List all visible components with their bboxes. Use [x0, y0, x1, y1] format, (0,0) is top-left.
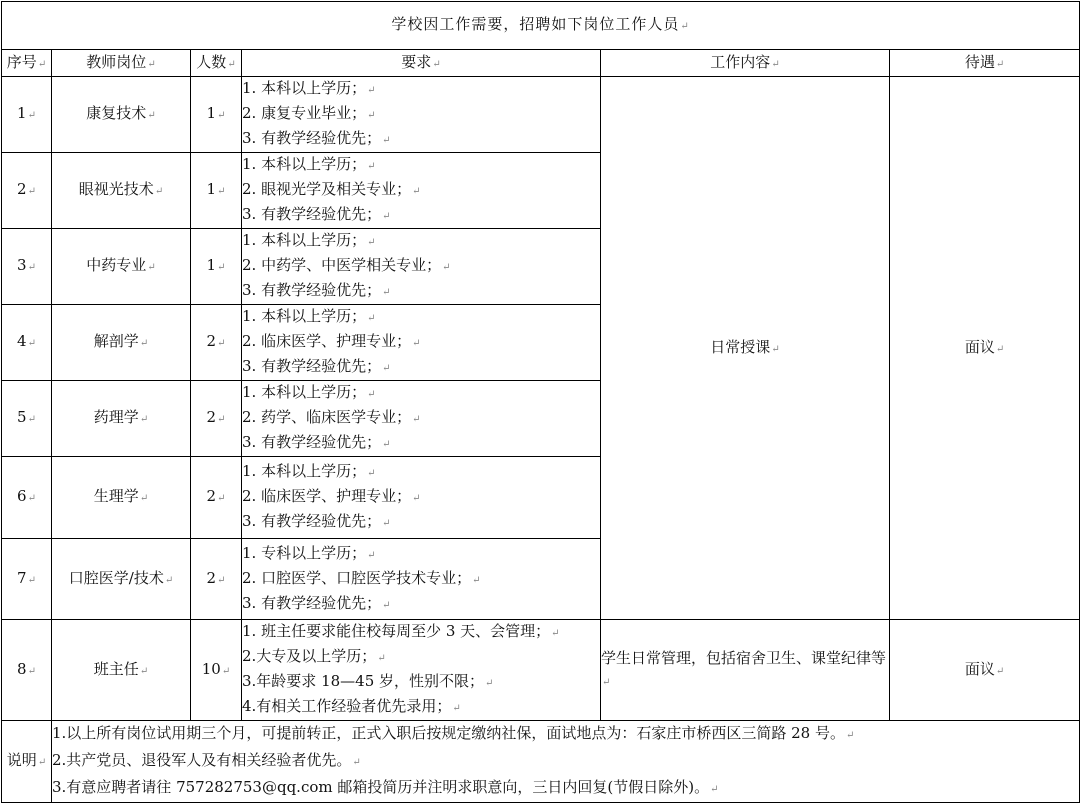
- row-count: 2↵: [191, 381, 242, 457]
- shared-content-cell: 日常授课↵: [601, 77, 890, 620]
- header-count: 人数↵: [191, 50, 242, 77]
- note-item: 2.共产党员、退役军人及有相关经验者优先。↵: [52, 751, 361, 769]
- notes-row: [2, 721, 1080, 803]
- shared-treatment-cell: 面议↵: [890, 77, 1080, 620]
- row-position: 康复技术↵: [52, 77, 191, 153]
- row-count: 1↵: [191, 229, 242, 305]
- row-no: 4↵: [2, 305, 52, 381]
- row-requirements: 1. 专科以上学历；↵ 2. 口腔医学、口腔医学技术专业；↵ 3. 有教学经验优先；↵: [242, 539, 601, 620]
- row-position: 中药专业↵: [52, 229, 191, 305]
- row-count: 2↵: [191, 457, 242, 539]
- row-requirements: 1. 班主任要求能住校每周至少 3 天、会管理；↵ 2.大专及以上学历；↵ 3.年龄要求 18—45 岁，性别不限；↵ 4.有相关工作经验者优先录用；↵: [242, 620, 601, 721]
- row-position: 口腔医学/技术↵: [52, 539, 191, 620]
- notes-label: 说明↵: [2, 721, 52, 803]
- row-requirements: 1. 本科以上学历；↵ 2. 临床医学、护理专业；↵ 3. 有教学经验优先；↵: [242, 305, 601, 381]
- row-no: 3↵: [2, 229, 52, 305]
- row8-treatment-cell: 面议↵: [890, 620, 1080, 721]
- row-position: 眼视光技术↵: [52, 153, 191, 229]
- row-position: 药理学↵: [52, 381, 191, 457]
- row-no: 2↵: [2, 153, 52, 229]
- row-requirements: 1. 本科以上学历；↵ 2. 眼视光学及相关专业；↵ 3. 有教学经验优先；↵: [242, 153, 601, 229]
- header-requirements: 要求↵: [242, 50, 601, 77]
- recruitment-table: [1, 1, 1080, 803]
- row-count: 2↵: [191, 539, 242, 620]
- header-row: [2, 50, 1080, 77]
- row-count: 1↵: [191, 77, 242, 153]
- row-no: 1↵: [2, 77, 52, 153]
- row-count: 10↵: [191, 620, 242, 721]
- row-position: 生理学↵: [52, 457, 191, 539]
- header-no: 序号↵: [2, 50, 52, 77]
- row-count: 1↵: [191, 153, 242, 229]
- header-content: 工作内容↵: [601, 50, 890, 77]
- note-item: 3.有意应聘者请往 757282753@qq.com 邮箱投简历并注明求职意向，三日内回复(节假日除外)。↵: [52, 778, 719, 796]
- row-position: 班主任↵: [52, 620, 191, 721]
- row-position: 解剖学↵: [52, 305, 191, 381]
- note-item: 1.以上所有岗位试用期三个月，可提前转正，正式入职后按规定缴纳社保，面试地点为：石家庄市桥西区三简路 28 号。↵: [52, 724, 855, 742]
- notes-cell: [52, 721, 1080, 803]
- table-row: [2, 77, 1080, 153]
- header-treatment: 待遇↵: [890, 50, 1080, 77]
- row-requirements: 1. 本科以上学历；↵ 2. 康复专业毕业；↵ 3. 有教学经验优先；↵: [242, 77, 601, 153]
- row-no: 8↵: [2, 620, 52, 721]
- row-count: 2↵: [191, 305, 242, 381]
- row-requirements: 1. 本科以上学历；↵ 2. 中药学、中医学相关专业；↵ 3. 有教学经验优先；↵: [242, 229, 601, 305]
- row-requirements: 1. 本科以上学历；↵ 2. 药学、临床医学专业；↵ 3. 有教学经验优先；↵: [242, 381, 601, 457]
- row-no: 5↵: [2, 381, 52, 457]
- table-row: [2, 620, 1080, 721]
- row-no: 6↵: [2, 457, 52, 539]
- header-position: 教师岗位↵: [52, 50, 191, 77]
- row8-content-cell: 学生日常管理，包括宿舍卫生、课堂纪律等↵: [601, 620, 890, 721]
- page-title: 学校因工作需要，招聘如下岗位工作人员: [391, 15, 680, 33]
- row-requirements: 1. 本科以上学历；↵ 2. 临床医学、护理专业；↵ 3. 有教学经验优先；↵: [242, 457, 601, 539]
- row-no: 7↵: [2, 539, 52, 620]
- title-row: 学校因工作需要，招聘如下岗位工作人员↵: [2, 2, 1080, 50]
